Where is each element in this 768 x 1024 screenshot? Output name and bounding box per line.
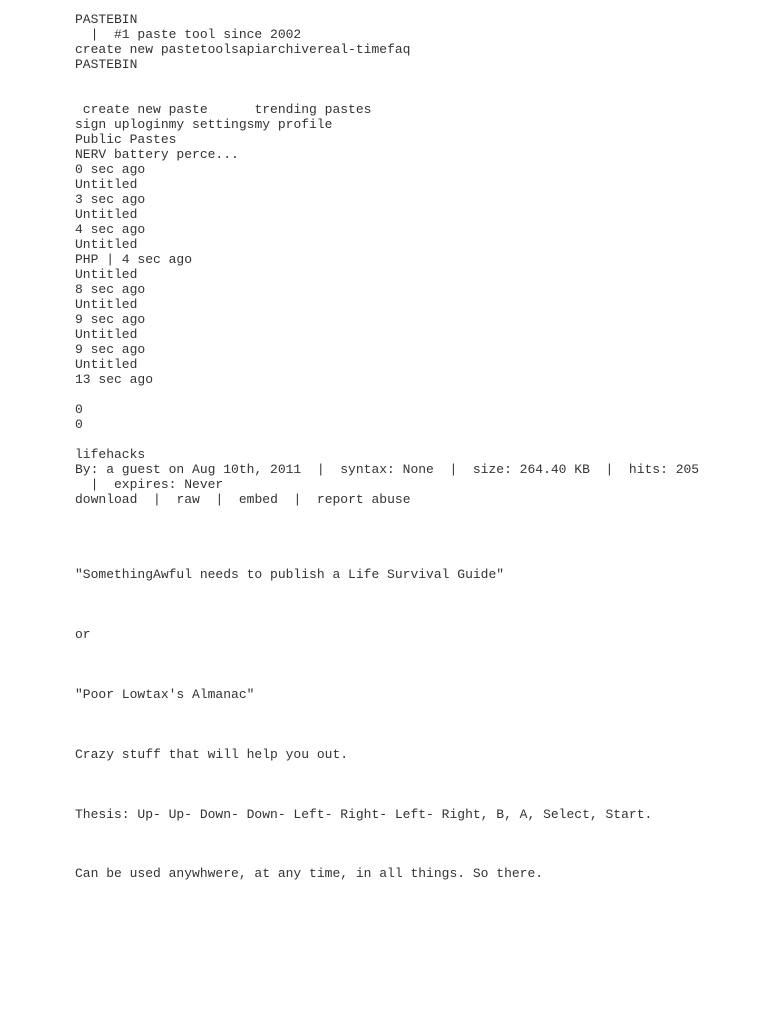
paste-item-title[interactable]: Untitled [75, 177, 138, 192]
list-item[interactable] [75, 177, 755, 207]
content-line: "SomethingAwful needs to publish a Life Survival Guide" [75, 567, 505, 582]
spacer [75, 762, 755, 807]
list-item[interactable] [75, 357, 755, 387]
top-nav [75, 42, 755, 57]
paste-item-title[interactable]: Untitled [75, 297, 138, 312]
paste-item-meta: 8 sec ago [75, 282, 146, 297]
separator: | [137, 492, 177, 507]
nav-api[interactable]: api [238, 42, 263, 57]
site-logo-secondary[interactable]: PASTEBIN [75, 57, 138, 72]
paste-meta: By: a guest on Aug 10th, 2011 | syntax: None | size: 264.40 KB | hits: 205 [75, 462, 700, 477]
paste-item-meta: 4 sec ago [75, 222, 146, 237]
content-line: or [75, 627, 91, 642]
spacer [75, 87, 755, 102]
trending-pastes-button[interactable]: trending pastes [254, 102, 372, 117]
paste-actions [75, 492, 755, 507]
site-logo[interactable]: PASTEBIN [75, 12, 138, 27]
site-tagline: | #1 paste tool since 2002 [75, 27, 302, 42]
paste-item-title[interactable]: NERV battery perce... [75, 147, 239, 162]
paste-item-meta: 9 sec ago [75, 342, 146, 357]
list-item[interactable] [75, 237, 755, 267]
paste-item-meta: 3 sec ago [75, 192, 146, 207]
spacer [75, 72, 755, 87]
nav-real-time[interactable]: real-time [316, 42, 388, 57]
spacer [75, 582, 755, 627]
nav-tools[interactable]: tools [199, 42, 239, 57]
paste-item-meta: 13 sec ago [75, 372, 154, 387]
spacer [75, 822, 755, 866]
list-item[interactable] [75, 327, 755, 357]
action-bar [75, 102, 755, 117]
paste-item-title[interactable]: Untitled [75, 327, 138, 342]
separator: | [277, 492, 317, 507]
public-pastes-list [75, 147, 755, 387]
spacer [75, 507, 755, 567]
raw-link[interactable]: raw [176, 492, 200, 507]
public-pastes-heading: Public Pastes [75, 132, 177, 147]
login-link[interactable]: login [129, 117, 169, 132]
spacer [75, 642, 755, 687]
spacer [75, 387, 755, 402]
paste-item-meta: PHP | 4 sec ago [75, 252, 193, 267]
nav-archive[interactable]: archive [262, 42, 317, 57]
paste-item-meta: 0 sec ago [75, 162, 146, 177]
spacer [75, 432, 755, 447]
action-spacer [208, 102, 255, 117]
vote-up-count[interactable]: 0 [75, 402, 83, 417]
embed-link[interactable]: embed [238, 492, 278, 507]
list-item[interactable] [75, 147, 755, 177]
report-abuse-link[interactable]: report abuse [316, 492, 411, 507]
paste-item-meta: 9 sec ago [75, 312, 146, 327]
create-new-paste-button[interactable]: create new paste [75, 102, 208, 117]
list-item[interactable] [75, 267, 755, 297]
paste-item-title[interactable]: Untitled [75, 357, 138, 372]
list-item[interactable] [75, 297, 755, 327]
my-profile-link[interactable]: my profile [254, 117, 333, 132]
download-link[interactable]: download [75, 492, 138, 507]
paste-meta-expires: | expires: Never [75, 477, 224, 492]
list-item[interactable] [75, 207, 755, 237]
paste-item-title[interactable]: Untitled [75, 267, 138, 282]
paste-item-title[interactable]: Untitled [75, 237, 138, 252]
sign-up-link[interactable]: sign up [75, 117, 130, 132]
page [75, 12, 755, 881]
separator: | [199, 492, 239, 507]
vote-down-count[interactable]: 0 [75, 417, 83, 432]
content-line: Thesis: Up- Up- Down- Down- Left- Right- Left- Right, B, A, Select, Start. [75, 807, 653, 822]
content-line: Can be used anywhwere, at any time, in all things. So there. [75, 866, 544, 881]
user-links [75, 117, 755, 132]
paste-title: lifehacks [75, 447, 146, 462]
paste-item-title[interactable]: Untitled [75, 207, 138, 222]
paste-content [75, 507, 755, 881]
my-settings-link[interactable]: my settings [168, 117, 255, 132]
nav-faq[interactable]: faq [387, 42, 411, 57]
content-line: "Poor Lowtax's Almanac" [75, 687, 255, 702]
nav-create-new-paste[interactable]: create new paste [75, 42, 200, 57]
spacer [75, 702, 755, 747]
content-line: Crazy stuff that will help you out. [75, 747, 349, 762]
